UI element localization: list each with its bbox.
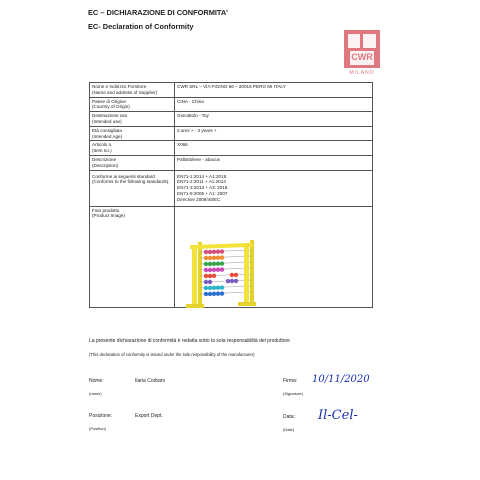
logo-text: CWR [351,52,373,62]
row-label-en: (Description) [92,162,119,168]
table-row [90,97,373,112]
row-value: CINA - China [175,97,373,112]
abacus-image [184,238,270,310]
row-value: Pallottoliere - abacus [175,155,373,170]
cwr-logo [344,30,380,76]
table-row [90,112,373,127]
row-label-it: Articolo n. [92,142,113,148]
photo-label-it: Foto prodotto [92,207,120,213]
row-label-en: (Name and address of Supplier) [92,89,158,95]
standard-item: EN71-1:2014 + A1:2018 [177,173,227,179]
signature-handwriting: 10/11/2020 [312,374,370,385]
name-value: Ilaria Corbani [135,378,165,384]
table-row-standards [90,170,373,206]
row-label-en: (Country of Origin) [92,104,130,110]
position-value: Export Dept. [135,413,163,419]
row-label-it: Nome e Indirizzo Fornitore [92,84,147,89]
standards-label-en: (Conforms to the following standards): [92,179,170,185]
row-label-it: Paese di Origine [92,98,126,104]
name-sublabel: (name) [89,391,102,396]
row-label-en: (Intended Age) [92,133,123,139]
document-title-en: EC- Declaration of Conformity [88,22,194,31]
date-handwriting: Il-Cel- [318,408,358,423]
responsibility-statement-en: (This declaration of conformity is issued under the sole responsibility of the manufacturer) [89,352,255,357]
row-label-it: Età consigliata [92,127,122,133]
name-label: Nome: [89,378,104,384]
row-value: X066 [175,141,373,156]
position-label: Posizione: [89,413,113,419]
date-sublabel: (Date) [283,427,295,432]
row-value: 3 anni + - 3 years + [175,126,373,141]
row-label-en: (Intended use) [92,118,122,124]
table-row [90,141,373,156]
date-label: Data: [283,414,295,420]
row-value: Giocattolo - Toy [175,112,373,127]
position-sublabel: (Position) [89,426,106,431]
standard-item: EN71-2:2011 + A1:2014 [177,179,226,185]
row-value: CWR SRL – VIA FIGINO 66 – 20016 PERO MI ITALY [175,83,373,98]
standard-item: EN71-3:2013 + A3: 2018 [177,185,228,191]
standards-label-it: Conforme ai seguenti standard [92,173,155,179]
row-label-en: (Item no.) [92,148,112,154]
signature-sublabel: (Signature) [283,391,303,396]
standard-item: EN71-9:2005 + A1: 2007 [177,190,228,196]
logo-subtext: MILANO [349,70,375,76]
row-label-it: Descrizione [92,156,116,162]
responsibility-statement-it: La presente dichiarazione di conformità è redatta sotto la sola responsabilità del produttore [89,338,290,344]
signature-label: Firma: [283,378,298,384]
row-label-it: Destinazione uso [92,113,128,119]
table-row [90,83,373,98]
standards-list [175,170,373,206]
table-row [90,126,373,141]
document-title-it: EC – DICHIARAZIONE DI CONFORMITA’ [88,8,228,17]
photo-label-en: (Product Image) [92,213,125,219]
standard-item: Directive 2009/48/EC [177,196,221,202]
table-row [90,155,373,170]
